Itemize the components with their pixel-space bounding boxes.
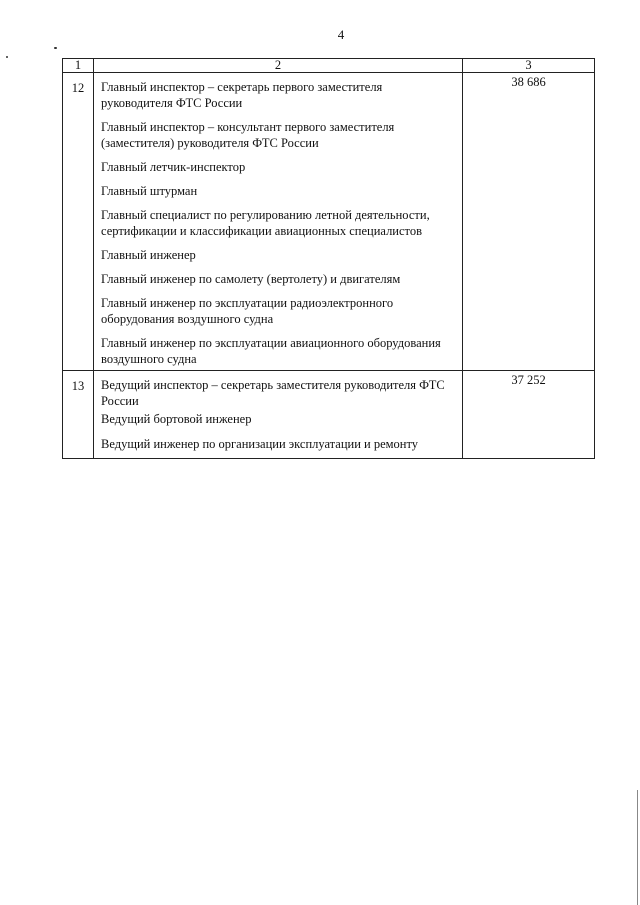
position-title: Главный инженер по самолету (вертолету) и двигателям xyxy=(101,272,401,286)
scan-speck xyxy=(54,47,57,49)
scan-speck xyxy=(6,56,8,58)
position-title: Главный инженер xyxy=(101,248,196,262)
table-header-row xyxy=(63,59,595,73)
positions-cell xyxy=(94,73,463,371)
position-title: Ведущий бортовой инженер xyxy=(101,412,252,426)
salary-value: 37 252 xyxy=(463,371,595,459)
table-row xyxy=(63,73,595,371)
salary-table xyxy=(62,58,595,459)
scan-edge-line xyxy=(637,790,638,905)
position-title: Ведущий инспектор – секретарь заместителя руководителя ФТС России xyxy=(101,378,445,408)
salary-value: 38 686 xyxy=(463,73,595,371)
position-title: Главный инспектор – консультант первого заместителя (заместителя) руководителя ФТС России xyxy=(101,120,395,150)
column-header-3: 3 xyxy=(463,59,595,73)
position-title: Главный инженер по эксплуатации авиационного оборудования воздушного судна xyxy=(101,336,441,366)
row-number: 13 xyxy=(63,371,94,459)
position-title: Главный специалист по регулированию летной деятельности, сертификации и классификации авиационных специалистов xyxy=(101,208,430,238)
positions-cell xyxy=(94,371,463,459)
position-title: Главный инженер по эксплуатации радиоэлектронного оборудования воздушного судна xyxy=(101,296,394,326)
position-title: Главный инспектор – секретарь первого заместителя руководителя ФТС России xyxy=(101,80,383,110)
column-header-2: 2 xyxy=(94,59,463,73)
column-header-1: 1 xyxy=(63,59,94,73)
position-title: Главный штурман xyxy=(101,184,198,198)
table-row xyxy=(63,371,595,459)
page-number: 4 xyxy=(337,27,345,42)
position-title: Главный летчик-инспектор xyxy=(101,160,246,174)
position-title: Ведущий инженер по организации эксплуатации и ремонту xyxy=(101,437,419,451)
row-number: 12 xyxy=(63,73,94,371)
